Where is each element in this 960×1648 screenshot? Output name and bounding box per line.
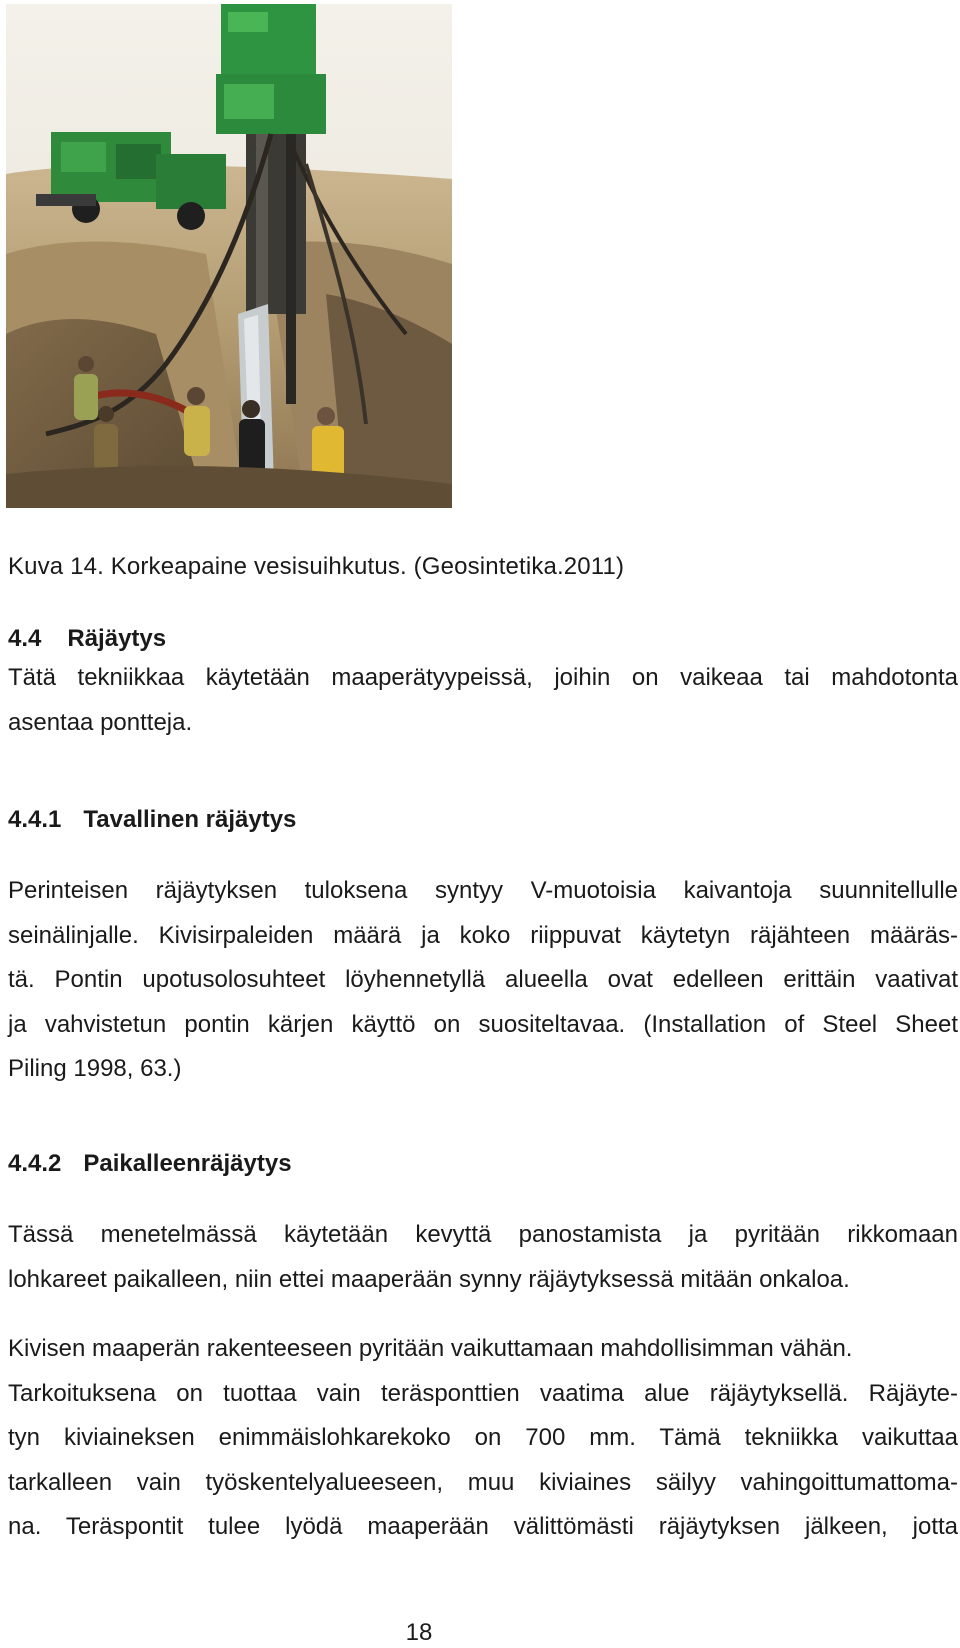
paragraph-line: lohkareet paikalleen, niin ettei maaperään synny räjäytyksessä mitään onkaloa. <box>8 1265 850 1293</box>
paragraph-4-4-2-b <box>8 1327 958 1550</box>
figure-photo <box>6 4 452 508</box>
page-number: 18 <box>405 1619 433 1646</box>
paragraph-line: Tätä tekniikkaa käytetään maaperätyypeissä, joihin on vaikeaa tai mahdotonta <box>8 664 958 691</box>
paragraph-line: Kivisen maaperän rakenteeseen pyritään vaikuttamaan mahdollisimman vähän. <box>8 1335 853 1362</box>
paragraph-line: asentaa pontteja. <box>8 708 193 736</box>
heading-title: Räjäytys <box>67 625 167 652</box>
paragraph-line: tarkalleen vain työskentelyalueeseen, muu kiviaines säilyy vahingoittumattoma- <box>8 1468 958 1496</box>
construction-photo-image <box>6 4 452 508</box>
paragraph-line: Piling 1998, 63.) <box>8 1055 182 1082</box>
heading-title: Tavallinen räjäytys <box>83 806 297 833</box>
paragraph-4-4-1 <box>8 869 958 1092</box>
paragraph-line: seinälinjalle. Kivisirpaleiden määrä ja koko riippuvat käytetyn räjähteen määräs- <box>8 921 958 949</box>
paragraph-4-4 <box>8 656 958 745</box>
heading-number: 4.4.2 <box>8 1150 62 1177</box>
figure-caption: Kuva 14. Korkeapaine vesisuihkutus. (Geosintetika.2011) <box>8 553 625 580</box>
paragraph-4-4-2-a <box>8 1213 958 1302</box>
heading-title: Paikalleenräjäytys <box>83 1150 292 1177</box>
heading-number: 4.4.1 <box>8 806 62 833</box>
paragraph-line: Tässä menetelmässä käytetään kevyttä panostamista ja pyritään rikkomaan <box>8 1221 958 1248</box>
heading-number: 4.4 <box>8 625 42 652</box>
paragraph-line: Perinteisen räjäytyksen tuloksena syntyy V-muotoisia kaivantoja suunnitellulle <box>8 877 958 904</box>
heading-4-4-1 <box>8 806 296 834</box>
paragraph-line: na. Teräspontit tulee lyödä maaperään välittömästi räjäytyksen jälkeen, jotta <box>8 1513 958 1540</box>
heading-4-4 <box>8 625 166 653</box>
paragraph-line: ja vahvistetun pontin kärjen käyttö on suositeltavaa. (Installation of Steel Sheet <box>8 1010 958 1038</box>
heading-4-4-2 <box>8 1150 292 1178</box>
paragraph-line: tyn kiviaineksen enimmäislohkarekoko on 700 mm. Tämä tekniikka vaikuttaa <box>8 1424 958 1451</box>
paragraph-line: tä. Pontin upotusolosuhteet löyhennetyllä alueella ovat edelleen erittäin vaativat <box>8 966 958 993</box>
paragraph-line: Tarkoituksena on tuottaa vain teräsponttien vaatima alue räjäytyksellä. Räjäyte- <box>8 1379 958 1407</box>
